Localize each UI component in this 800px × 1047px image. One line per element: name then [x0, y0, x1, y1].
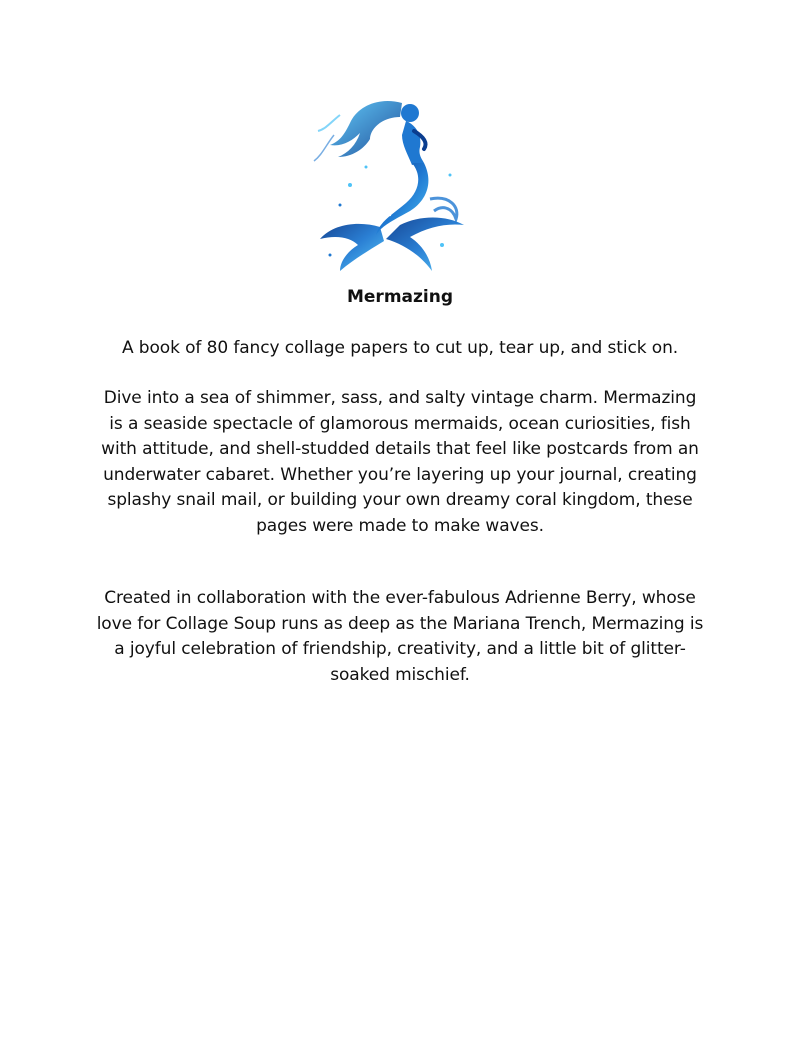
mermaid-illustration-icon [310, 95, 476, 273]
credit-paragraph: Created in collaboration with the ever-fabulous Adrienne Berry, whose love for Collage Soup runs as deep as the Mariana Trench, Mermazing is a joyful celebration of friendship, creativity, and a little bit of glitter-soaked mischief. [96, 588, 704, 685]
description-paragraph: Dive into a sea of shimmer, sass, and salty vintage charm. Mermazing is a seaside spectacle of glamorous mermaids, ocean curiosities, fish with attitude, and shell-studded details that feel like postcards from an underwater cabaret. Whether you’re layering up your journal, creating splashy snail mail, or building your own dreamy coral kingdom, these pages were made to make waves. [101, 388, 699, 536]
tagline-paragraph: A book of 80 fancy collage papers to cut up, tear up, and stick on. [121, 338, 679, 358]
page-title: Mermazing [346, 287, 453, 307]
